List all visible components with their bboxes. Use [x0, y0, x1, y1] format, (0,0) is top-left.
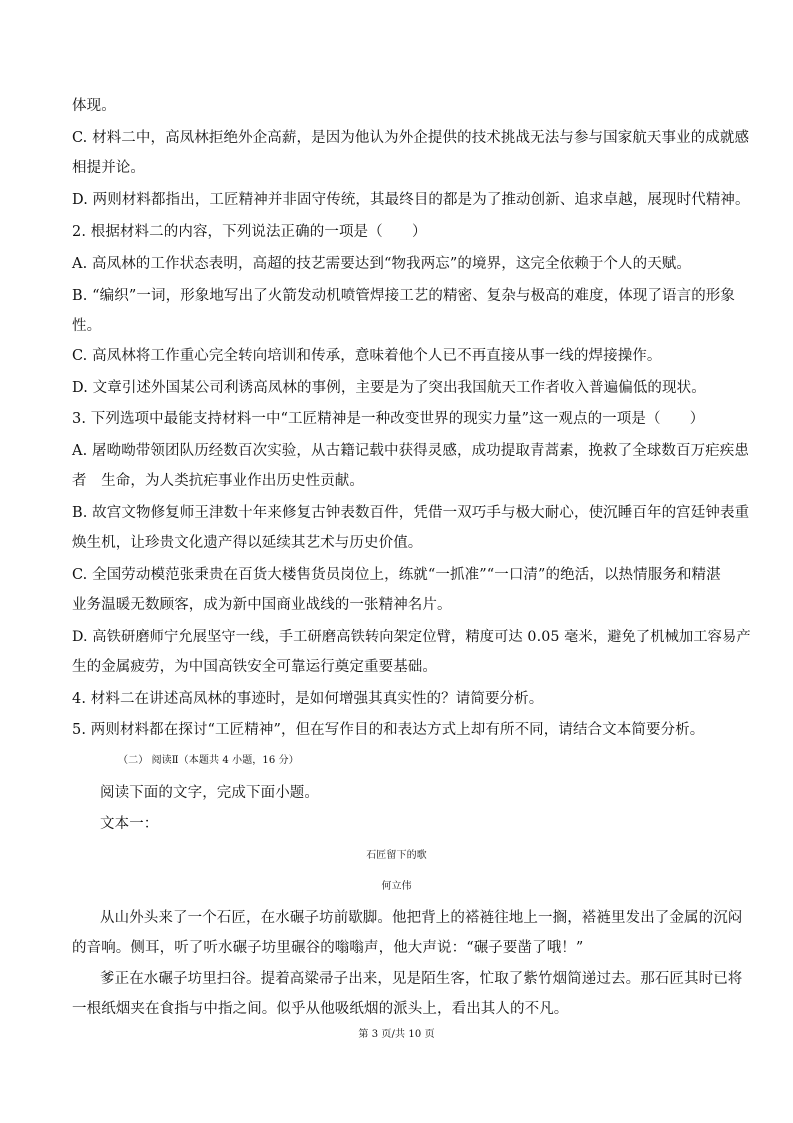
- story-paragraph-line: 爹正在水碾子坊里扫谷。提着高粱帚子出来，见是陌生客，忙取了紫竹烟简递过去。那石匠其时已将: [100, 971, 743, 987]
- question-3: 3. 下列选项中最能支持材料一中“工匠精神是一种改变世界的现实力量”这一观点的一项是（ ）: [72, 411, 705, 427]
- section-heading: （二） 阅读Ⅱ（本题共 4 小题，16 分）: [118, 755, 299, 766]
- option-c-line: C. 全国劳动模范张秉贵在百货大楼售货员岗位上，练就“一抓准”“一口清”的绝活，以热情服务和精湛: [72, 567, 721, 583]
- story-title: 石匠留下的歌: [366, 850, 427, 861]
- page-footer: 第 3 页/共 10 页: [358, 1029, 435, 1040]
- text-line: 相提并论。: [72, 160, 145, 176]
- option-d-line: D. 高铁研磨师宁允展坚守一线，手工研磨高铁转向架定位臂，精度可达 0.05 毫米，避免了机械加工容易产: [72, 629, 751, 645]
- text-line: 生的金属疲劳，为中国高铁安全可靠运行奠定重要基础。: [72, 659, 437, 675]
- option-b-line: B. “编织”一词，形象地写出了火箭发动机喷管焊接工艺的精密、复杂与极高的难度，体现了语言的形象: [72, 288, 735, 304]
- text-label: 文本一：: [100, 816, 159, 832]
- option-b-line: B. 故宫文物修复师王津数十年来修复古钟表数百件，凭借一双巧手与极大耐心，使沉睡百年的宫廷钟表重: [72, 505, 750, 521]
- option-d-line: D. 两则材料都指出，工匠精神并非固守传统，其最终目的都是为了推动创新、追求卓越，展现时代精神。: [72, 192, 750, 208]
- option-c-line: C. 材料二中，高凤林拒绝外企高薪，是因为他认为外企提供的技术挑战无法与参与国家航天事业的成就感: [72, 130, 750, 146]
- question-5: 5. 两则材料都在探讨“工匠精神”，但在写作目的和表达方式上却有所不同，请结合文本简要分析。: [72, 722, 705, 738]
- text-line: 焕生机，让珍贵文化遗产得以延续其艺术与历史价值。: [72, 535, 423, 551]
- story-paragraph-line: 一根纸烟夹在食指与中指之间。似乎从他吸纸烟的派头上，看出其人的不凡。: [72, 1001, 569, 1017]
- story-paragraph-line: 从山外头来了一个石匠，在水碾子坊前歇脚。他把背上的褡裢往地上一搁，褡裢里发出了金属的沉闷: [100, 910, 743, 926]
- story-paragraph-line: 的音响。侧耳，听了听水碾子坊里碾谷的嗡嗡声，他大声说：“碾子要凿了哦！”: [72, 940, 584, 956]
- option-c-line: C. 高凤林将工作重心完全转向培训和传承，意味着他个人已不再直接从事一线的焊接操作。: [72, 348, 662, 364]
- text-line: 体现。: [72, 98, 116, 114]
- option-d-line: D. 文章引述外国某公司利诱高凤林的事例，主要是为了突出我国航天工作者收入普遍偏低的现状。: [72, 380, 706, 396]
- text-line: 性。: [72, 318, 102, 334]
- instruction-text: 阅读下面的文字，完成下面小题。: [100, 785, 319, 801]
- question-2: 2. 根据材料二的内容，下列说法正确的一项是（ ）: [72, 224, 427, 240]
- option-a-line: A. 屠呦呦带领团队历经数百次实验，从古籍记载中获得灵感，成功提取青蒿素，挽救了全球数百万疟疾患: [72, 443, 749, 459]
- question-4: 4. 材料二在讲述高凤林的事迹时，是如何增强其真实性的？请简要分析。: [72, 691, 544, 707]
- option-a-line: A. 高凤林的工作状态表明，高超的技艺需要达到“物我两忘”的境界，这完全依赖于个人的天赋。: [72, 256, 692, 272]
- text-line: 者 生命，为人类抗疟事业作出历史性贡献。: [72, 473, 364, 489]
- text-line: 业务温暖无数顾客，成为新中国商业战线的一张精神名片。: [72, 597, 452, 613]
- story-author: 何立伟: [381, 881, 412, 892]
